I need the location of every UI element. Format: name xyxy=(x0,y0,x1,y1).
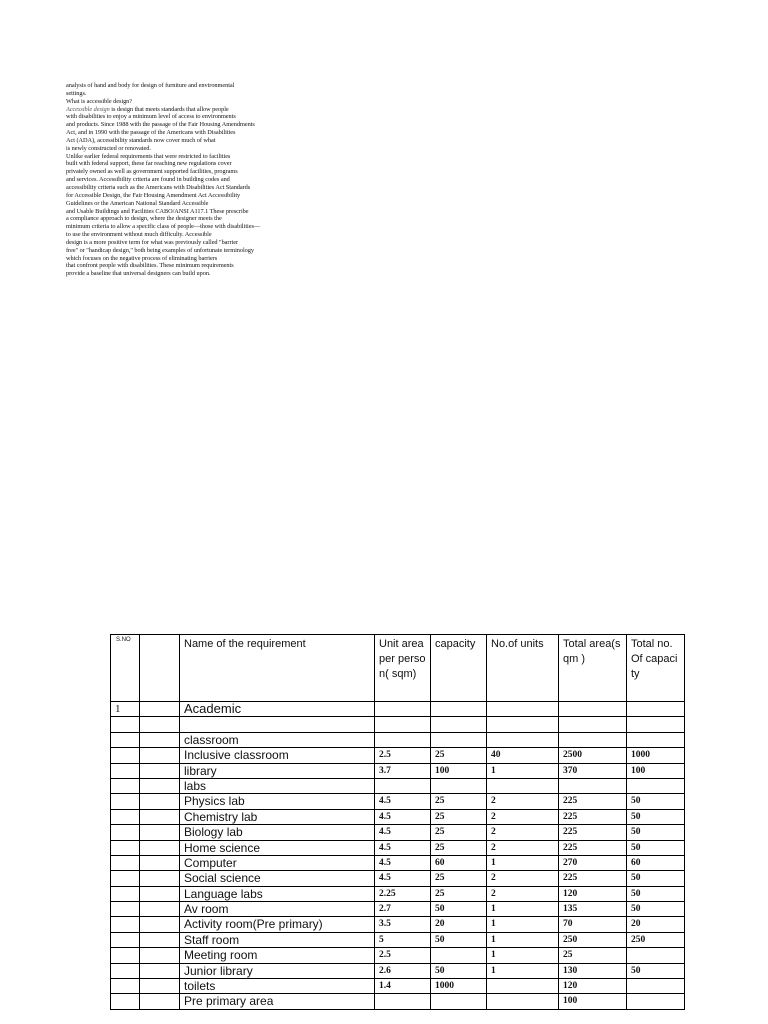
text-line: and Usable Buildings and Facilities CABO/ANSI A117.1 These prescribe xyxy=(66,207,249,215)
cell-capacity xyxy=(431,948,487,963)
text-line: Unlike earlier federal requirements that were restricted to facilities xyxy=(66,152,231,160)
cell-blank xyxy=(140,902,180,917)
text-line: a compliance approach to design, where the designer meets the xyxy=(66,215,222,223)
cell-capacity: 25 xyxy=(431,809,487,824)
cell-name: Chemistry lab xyxy=(180,809,375,824)
cell-name: Computer xyxy=(180,855,375,870)
cell-total-capacity: 60 xyxy=(627,855,685,870)
cell-capacity xyxy=(431,717,487,732)
table-row xyxy=(111,763,685,778)
requirements-table xyxy=(110,634,685,1010)
cell-blank xyxy=(140,809,180,824)
table-row xyxy=(111,902,685,917)
cell-total-area: 225 xyxy=(559,825,627,840)
table-row xyxy=(111,979,685,994)
cell-capacity xyxy=(431,732,487,747)
cell-capacity: 25 xyxy=(431,748,487,763)
cell-unit-area xyxy=(375,778,431,793)
cell-total-area: 250 xyxy=(559,932,627,947)
cell-name: toilets xyxy=(180,979,375,994)
cell-total-capacity: 50 xyxy=(627,886,685,901)
cell-units: 1 xyxy=(487,963,559,978)
table-row xyxy=(111,871,685,886)
cell-capacity: 50 xyxy=(431,902,487,917)
cell-total-area: 130 xyxy=(559,963,627,978)
cell-sno xyxy=(111,763,140,778)
text-line: What is accessible design? xyxy=(66,97,133,105)
table-row xyxy=(111,809,685,824)
cell-sno xyxy=(111,979,140,994)
cell-capacity: 25 xyxy=(431,886,487,901)
cell-total-capacity: 50 xyxy=(627,902,685,917)
cell-unit-area: 2.6 xyxy=(375,963,431,978)
cell-sno xyxy=(111,748,140,763)
text-line: to use the environment without much difficulty. Accessible xyxy=(66,231,212,239)
text-line: analysis of hand and body for design of furniture and environmental xyxy=(66,82,235,89)
cell-units xyxy=(487,994,559,1009)
cell-blank xyxy=(140,886,180,901)
cell-sno xyxy=(111,855,140,870)
cell-total-area xyxy=(559,717,627,732)
cell-name: Pre primary area xyxy=(180,994,375,1009)
cell-unit-area: 3.5 xyxy=(375,917,431,932)
cell-units: 2 xyxy=(487,871,559,886)
cell-units xyxy=(487,778,559,793)
cell-blank xyxy=(140,825,180,840)
cell-name: Inclusive classroom xyxy=(180,748,375,763)
text-line: with disabilities to enjoy a minimum level of access to environments xyxy=(66,113,236,121)
cell-total-capacity: 50 xyxy=(627,794,685,809)
cell-unit-area: 4.5 xyxy=(375,809,431,824)
cell-total-capacity xyxy=(627,732,685,747)
text-line-rest: is design that meets standards that allow people xyxy=(111,105,229,113)
cell-capacity: 60 xyxy=(431,855,487,870)
text-line xyxy=(66,106,326,114)
header-total-capacity: Total no. Of capacity xyxy=(627,635,685,702)
cell-total-capacity: 100 xyxy=(627,763,685,778)
cell-total-area: 135 xyxy=(559,902,627,917)
cell-capacity: 25 xyxy=(431,794,487,809)
cell-total-area: 225 xyxy=(559,840,627,855)
table-row xyxy=(111,917,685,932)
cell-blank xyxy=(140,948,180,963)
cell-unit-area xyxy=(375,732,431,747)
cell-units xyxy=(487,717,559,732)
cell-blank xyxy=(140,763,180,778)
cell-unit-area: 3.7 xyxy=(375,763,431,778)
cell-total-area: 225 xyxy=(559,871,627,886)
cell-total-area: 120 xyxy=(559,886,627,901)
table-row xyxy=(111,963,685,978)
cell-capacity: 1000 xyxy=(431,979,487,994)
cell-units xyxy=(487,979,559,994)
cell-name: Physics lab xyxy=(180,794,375,809)
cell-units: 2 xyxy=(487,886,559,901)
cell-total-capacity xyxy=(627,717,685,732)
cell-sno xyxy=(111,778,140,793)
cell-total-capacity xyxy=(627,994,685,1009)
cell-unit-area: 4.5 xyxy=(375,871,431,886)
cell-sno xyxy=(111,917,140,932)
header-capacity: capacity xyxy=(431,635,487,702)
table-row xyxy=(111,732,685,747)
cell-unit-area xyxy=(375,702,431,717)
cell-sno xyxy=(111,886,140,901)
cell-blank xyxy=(140,794,180,809)
table-row xyxy=(111,855,685,870)
cell-total-capacity: 50 xyxy=(627,825,685,840)
cell-total-area: 70 xyxy=(559,917,627,932)
cell-total-capacity: 50 xyxy=(627,871,685,886)
text-line: minimum criteria to allow a specific class of people—those with disabilities— xyxy=(66,223,261,231)
cell-name: Social science xyxy=(180,871,375,886)
cell-unit-area xyxy=(375,994,431,1009)
header-units: No.of units xyxy=(487,635,559,702)
cell-total-area: 225 xyxy=(559,794,627,809)
cell-blank xyxy=(140,855,180,870)
cell-name: Home science xyxy=(180,840,375,855)
cell-units: 1 xyxy=(487,932,559,947)
cell-unit-area: 2.5 xyxy=(375,948,431,963)
cell-blank xyxy=(140,994,180,1009)
table-row xyxy=(111,932,685,947)
cell-sno xyxy=(111,840,140,855)
cell-units: 2 xyxy=(487,809,559,824)
cell-sno xyxy=(111,794,140,809)
cell-capacity: 50 xyxy=(431,963,487,978)
cell-sno xyxy=(111,948,140,963)
text-line: privately owned as well as government supported facilities, programs xyxy=(66,168,238,176)
cell-total-capacity: 250 xyxy=(627,932,685,947)
text-line: provide a baseline that universal designers can build upon. xyxy=(66,270,211,278)
cell-unit-area: 1.4 xyxy=(375,979,431,994)
text-line: Act, and in 1990 with the passage of the Americans with Disabilities xyxy=(66,129,236,137)
cell-name: Academic xyxy=(180,702,375,717)
cell-unit-area: 2.25 xyxy=(375,886,431,901)
cell-total-area: 225 xyxy=(559,809,627,824)
cell-total-capacity: 50 xyxy=(627,840,685,855)
cell-name: Av room xyxy=(180,902,375,917)
cell-blank xyxy=(140,717,180,732)
text-line: settings. xyxy=(66,89,87,97)
text-line: Guidelines or the American National Standard Accessible xyxy=(66,199,209,207)
cell-sno xyxy=(111,902,140,917)
cell-unit-area: 4.5 xyxy=(375,825,431,840)
cell-blank xyxy=(140,932,180,947)
text-line: is newly constructed or renovated. xyxy=(66,144,151,152)
table-row xyxy=(111,948,685,963)
table-row xyxy=(111,717,685,732)
cell-capacity xyxy=(431,994,487,1009)
text-line: design is a more positive term for what was previously called "barrier xyxy=(66,238,239,246)
table-header-row xyxy=(111,635,685,702)
cell-total-capacity xyxy=(627,979,685,994)
cell-blank xyxy=(140,732,180,747)
cell-total-area: 120 xyxy=(559,979,627,994)
cell-unit-area: 5 xyxy=(375,932,431,947)
cell-name: Activity room(Pre primary) xyxy=(180,917,375,932)
header-unit-area: Unit areaper person( sqm) xyxy=(375,635,431,702)
cell-capacity xyxy=(431,702,487,717)
table-row xyxy=(111,794,685,809)
cell-blank xyxy=(140,917,180,932)
cell-blank xyxy=(140,871,180,886)
cell-name xyxy=(180,717,375,732)
cell-blank xyxy=(140,702,180,717)
cell-unit-area: 2.5 xyxy=(375,748,431,763)
cell-capacity: 25 xyxy=(431,871,487,886)
text-line: that confront people with disabilities. These minimum requirements xyxy=(66,262,234,270)
cell-blank xyxy=(140,979,180,994)
header-name: Name of the requirement xyxy=(180,635,375,702)
text-line: and products. Since 1988 with the passage of the Fair Housing Amendments xyxy=(66,121,255,129)
cell-unit-area: 4.5 xyxy=(375,794,431,809)
cell-units: 2 xyxy=(487,794,559,809)
cell-unit-area xyxy=(375,717,431,732)
cell-capacity xyxy=(431,778,487,793)
text-line: and services. Accessibility criteria are found in building codes and xyxy=(66,176,230,184)
cell-unit-area: 4.5 xyxy=(375,840,431,855)
cell-capacity: 50 xyxy=(431,932,487,947)
emphasis-term: Accessible design xyxy=(66,105,110,113)
cell-sno xyxy=(111,871,140,886)
table-row xyxy=(111,994,685,1009)
cell-total-area xyxy=(559,778,627,793)
cell-unit-area: 2.7 xyxy=(375,902,431,917)
cell-units: 1 xyxy=(487,948,559,963)
header-blank xyxy=(140,635,180,702)
cell-sno xyxy=(111,994,140,1009)
cell-blank xyxy=(140,748,180,763)
cell-total-capacity xyxy=(627,948,685,963)
text-line: built with federal support, these far reaching new regulations cover xyxy=(66,160,232,168)
table-row xyxy=(111,825,685,840)
header-sno: S.NO xyxy=(111,635,140,702)
cell-units: 2 xyxy=(487,825,559,840)
body-text xyxy=(66,82,326,278)
cell-sno xyxy=(111,717,140,732)
table-row xyxy=(111,840,685,855)
table-row xyxy=(111,748,685,763)
cell-units xyxy=(487,732,559,747)
cell-total-area xyxy=(559,732,627,747)
cell-sno xyxy=(111,963,140,978)
cell-sno xyxy=(111,825,140,840)
text-line: free" or "handicap design," both being examples of unfortunate terminology xyxy=(66,246,254,254)
cell-blank xyxy=(140,778,180,793)
table-row xyxy=(111,702,685,717)
cell-blank xyxy=(140,840,180,855)
cell-sno xyxy=(111,932,140,947)
cell-capacity: 25 xyxy=(431,825,487,840)
cell-name: labs xyxy=(180,778,375,793)
cell-blank xyxy=(140,963,180,978)
text-line: which focuses on the negative process of eliminating barriers xyxy=(66,254,218,262)
cell-total-capacity: 1000 xyxy=(627,748,685,763)
cell-units: 2 xyxy=(487,840,559,855)
text-line: accessibility criteria such as the Americans with Disabilities Act Standards xyxy=(66,183,251,191)
cell-units: 40 xyxy=(487,748,559,763)
cell-total-area: 25 xyxy=(559,948,627,963)
text-line: Act (ADA), accessibility standards now cover much of what xyxy=(66,136,216,144)
cell-sno xyxy=(111,732,140,747)
cell-name: Junior library xyxy=(180,963,375,978)
header-total-area: Total area(sqm ) xyxy=(559,635,627,702)
cell-units: 1 xyxy=(487,763,559,778)
table-row xyxy=(111,886,685,901)
cell-total-area xyxy=(559,702,627,717)
cell-total-capacity: 50 xyxy=(627,963,685,978)
cell-name: Biology lab xyxy=(180,825,375,840)
cell-total-area: 270 xyxy=(559,855,627,870)
table-row xyxy=(111,778,685,793)
cell-total-capacity xyxy=(627,702,685,717)
cell-unit-area: 4.5 xyxy=(375,855,431,870)
cell-capacity: 100 xyxy=(431,763,487,778)
cell-capacity: 25 xyxy=(431,840,487,855)
cell-total-capacity xyxy=(627,778,685,793)
cell-sno xyxy=(111,809,140,824)
cell-total-capacity: 50 xyxy=(627,809,685,824)
cell-name: library xyxy=(180,763,375,778)
cell-units: 1 xyxy=(487,855,559,870)
cell-total-capacity: 20 xyxy=(627,917,685,932)
cell-capacity: 20 xyxy=(431,917,487,932)
cell-name: Staff room xyxy=(180,932,375,947)
cell-name: classroom xyxy=(180,732,375,747)
cell-total-area: 2500 xyxy=(559,748,627,763)
cell-units: 1 xyxy=(487,902,559,917)
cell-sno: 1 xyxy=(111,702,140,717)
cell-total-area: 100 xyxy=(559,994,627,1009)
cell-units xyxy=(487,702,559,717)
cell-units: 1 xyxy=(487,917,559,932)
cell-total-area: 370 xyxy=(559,763,627,778)
cell-name: Language labs xyxy=(180,886,375,901)
text-line: for Accessible Design, the Fair Housing Amendment Act Accessibility xyxy=(66,191,241,199)
cell-name: Meeting room xyxy=(180,948,375,963)
